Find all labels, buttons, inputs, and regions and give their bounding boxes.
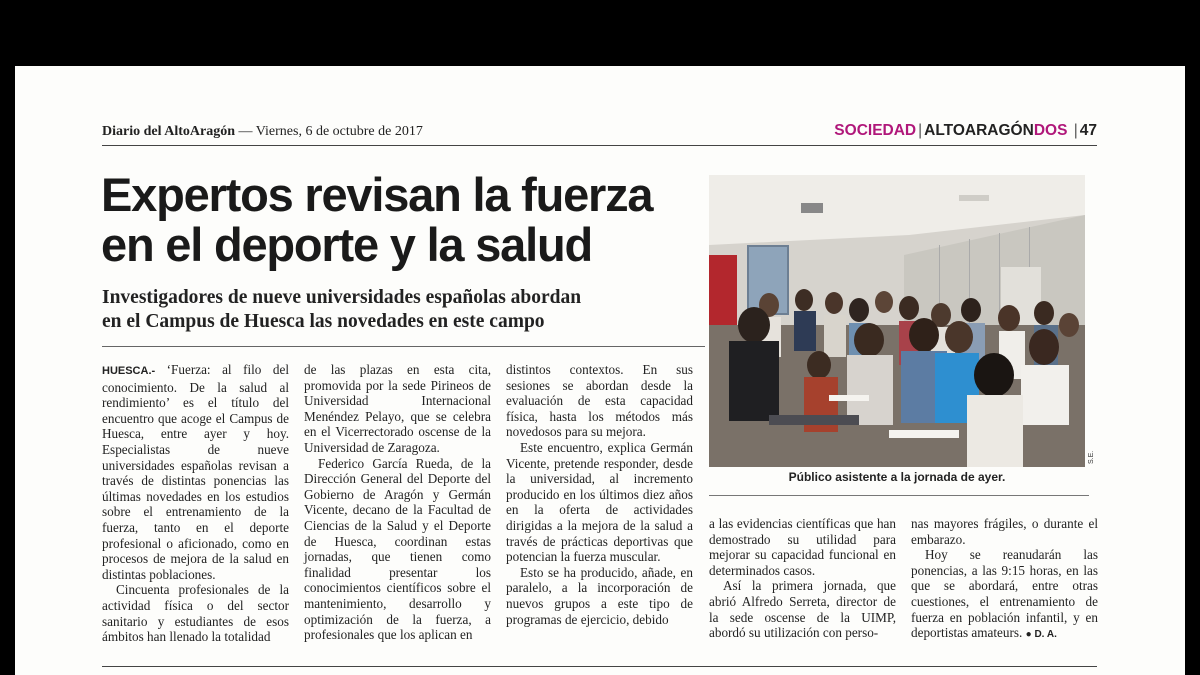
page-header: [102, 123, 1097, 146]
section-divider: |: [918, 122, 923, 139]
photo-caption: Público asistente a la jornada de ayer.: [788, 470, 1006, 484]
caption-rule: [709, 495, 1089, 496]
column-2-paragraph-2: Federico García Rueda, de la Dirección General del Deporte del Gobierno de Aragón y Germán Vicente, decano de la Facultad de Ciencias de la Salud y el Deporte de Huesca, coordinan estas jornadas, que tienen como finalidad presentar los conocimientos científicos sobre el mantenimiento, desarrollo y optimización de la fuerza, a profesionales que los aplican en: [304, 455, 491, 643]
column-3-paragraph-1: distintos contextos. En sus sesiones se abordan desde la evaluación de esta capacidad física, hasta los métodos más novedosos para su mejora.: [506, 362, 693, 440]
article-photo: [709, 175, 1085, 467]
column-5-paragraph-2: [911, 547, 1098, 643]
column-1-paragraph-1: [102, 362, 289, 582]
column-4-paragraph-2: Así la primera jornada, que abrió Alfredo Serreta, director de la sede oscense de la UIMP, abordó su utilización con perso-: [709, 578, 896, 641]
newspaper-name: Diario del AltoAragón: [102, 124, 235, 139]
article-column-4: [709, 516, 896, 641]
article-column-5: [911, 516, 1098, 643]
article-headline: [101, 170, 711, 270]
author-signature: ● D. A.: [1025, 629, 1057, 641]
column-5-paragraph-1: nas mayores frágiles, o durante el embarazo.: [911, 516, 1098, 547]
article-column-3: [506, 362, 693, 627]
column-3-paragraph-2: Este encuentro, explica Germán Vicente, pretende responder, desde la universidad, al incremento producido en los últimos diez años en la oferta de actividades dirigidas a la mejora de la salud a través de prácticas deportivas que potencian la fuerza muscular.: [506, 439, 693, 565]
article-column-1: [102, 362, 289, 645]
column-5-paragraph-2-text: Hoy se reanudarán las ponencias, a las 9:15 horas, en las que se abordará, entre otras cuestiones, el entrenamiento de fuerza en población infantil, y en deportistas amateurs.: [911, 547, 1098, 641]
column-4-paragraph-1: a las evidencias científicas que han demostrado su utilidad para mejorar su capacidad funcional en determinados casos.: [709, 516, 896, 578]
column-1-paragraph-2: Cincuenta profesionales de la actividad física o del sector sanitario y estudiantes de esos ámbitos han llenado la totalidad: [102, 582, 289, 645]
section-label: [834, 122, 1097, 140]
supplement-name: ALTOARAGÓN: [924, 122, 1034, 139]
column-3-paragraph-3: Esto se ha producido, añade, en paralelo, a la incorporación de nuevos grupos a este tipo de programas de ejercicio, debido: [506, 564, 693, 627]
footer-rule: [102, 666, 1097, 667]
page-divider: |: [1069, 122, 1078, 139]
supplement-suffix: DOS: [1033, 122, 1068, 139]
newspaper-masthead: [102, 124, 423, 140]
section-name: SOCIEDAD: [834, 122, 917, 139]
article-subheadline: [102, 286, 712, 334]
subheadline-rule: [102, 346, 705, 347]
page-number: 47: [1079, 122, 1097, 139]
headline-line-2: en el deporte y la salud: [101, 218, 592, 271]
column-2-paragraph-1: de las plazas en esta cita, promovida por la sede Pirineos de Universidad Internacional Menéndez Pelayo, que se celebra en el Vicerrectorado oscense de la Universidad de Zaragoza.: [304, 362, 491, 455]
issue-date: — Viernes, 6 de octubre de 2017: [235, 124, 423, 139]
dateline: HUESCA.-: [102, 365, 156, 377]
subheadline-line-2: en el Campus de Huesca las novedades en este campo: [102, 311, 545, 332]
article-column-2: [304, 362, 491, 643]
column-1-paragraph-1-text: ‘Fuerza: al filo del conocimiento. De la salud al rendimiento’ es el título del encuentro que acoge el Campus de Huesca, entre ayer y hoy. Especialistas de nueve universidades españolas revisan a través de distintas ponencias las últimas novedades en los estudios sobre el entrenamiento de la fuerza, tanto en el deporte profesional o aficionado, como en procesos de mejora de la salud en distintas poblaciones.: [102, 362, 289, 582]
lecture-room-photo: [709, 175, 1085, 467]
photo-credit: S.E.: [1088, 450, 1095, 464]
subheadline-line-1: Investigadores de nueve universidades españolas abordan: [102, 287, 582, 308]
headline-line-1: Expertos revisan la fuerza: [101, 168, 653, 221]
newspaper-page: [15, 66, 1185, 675]
